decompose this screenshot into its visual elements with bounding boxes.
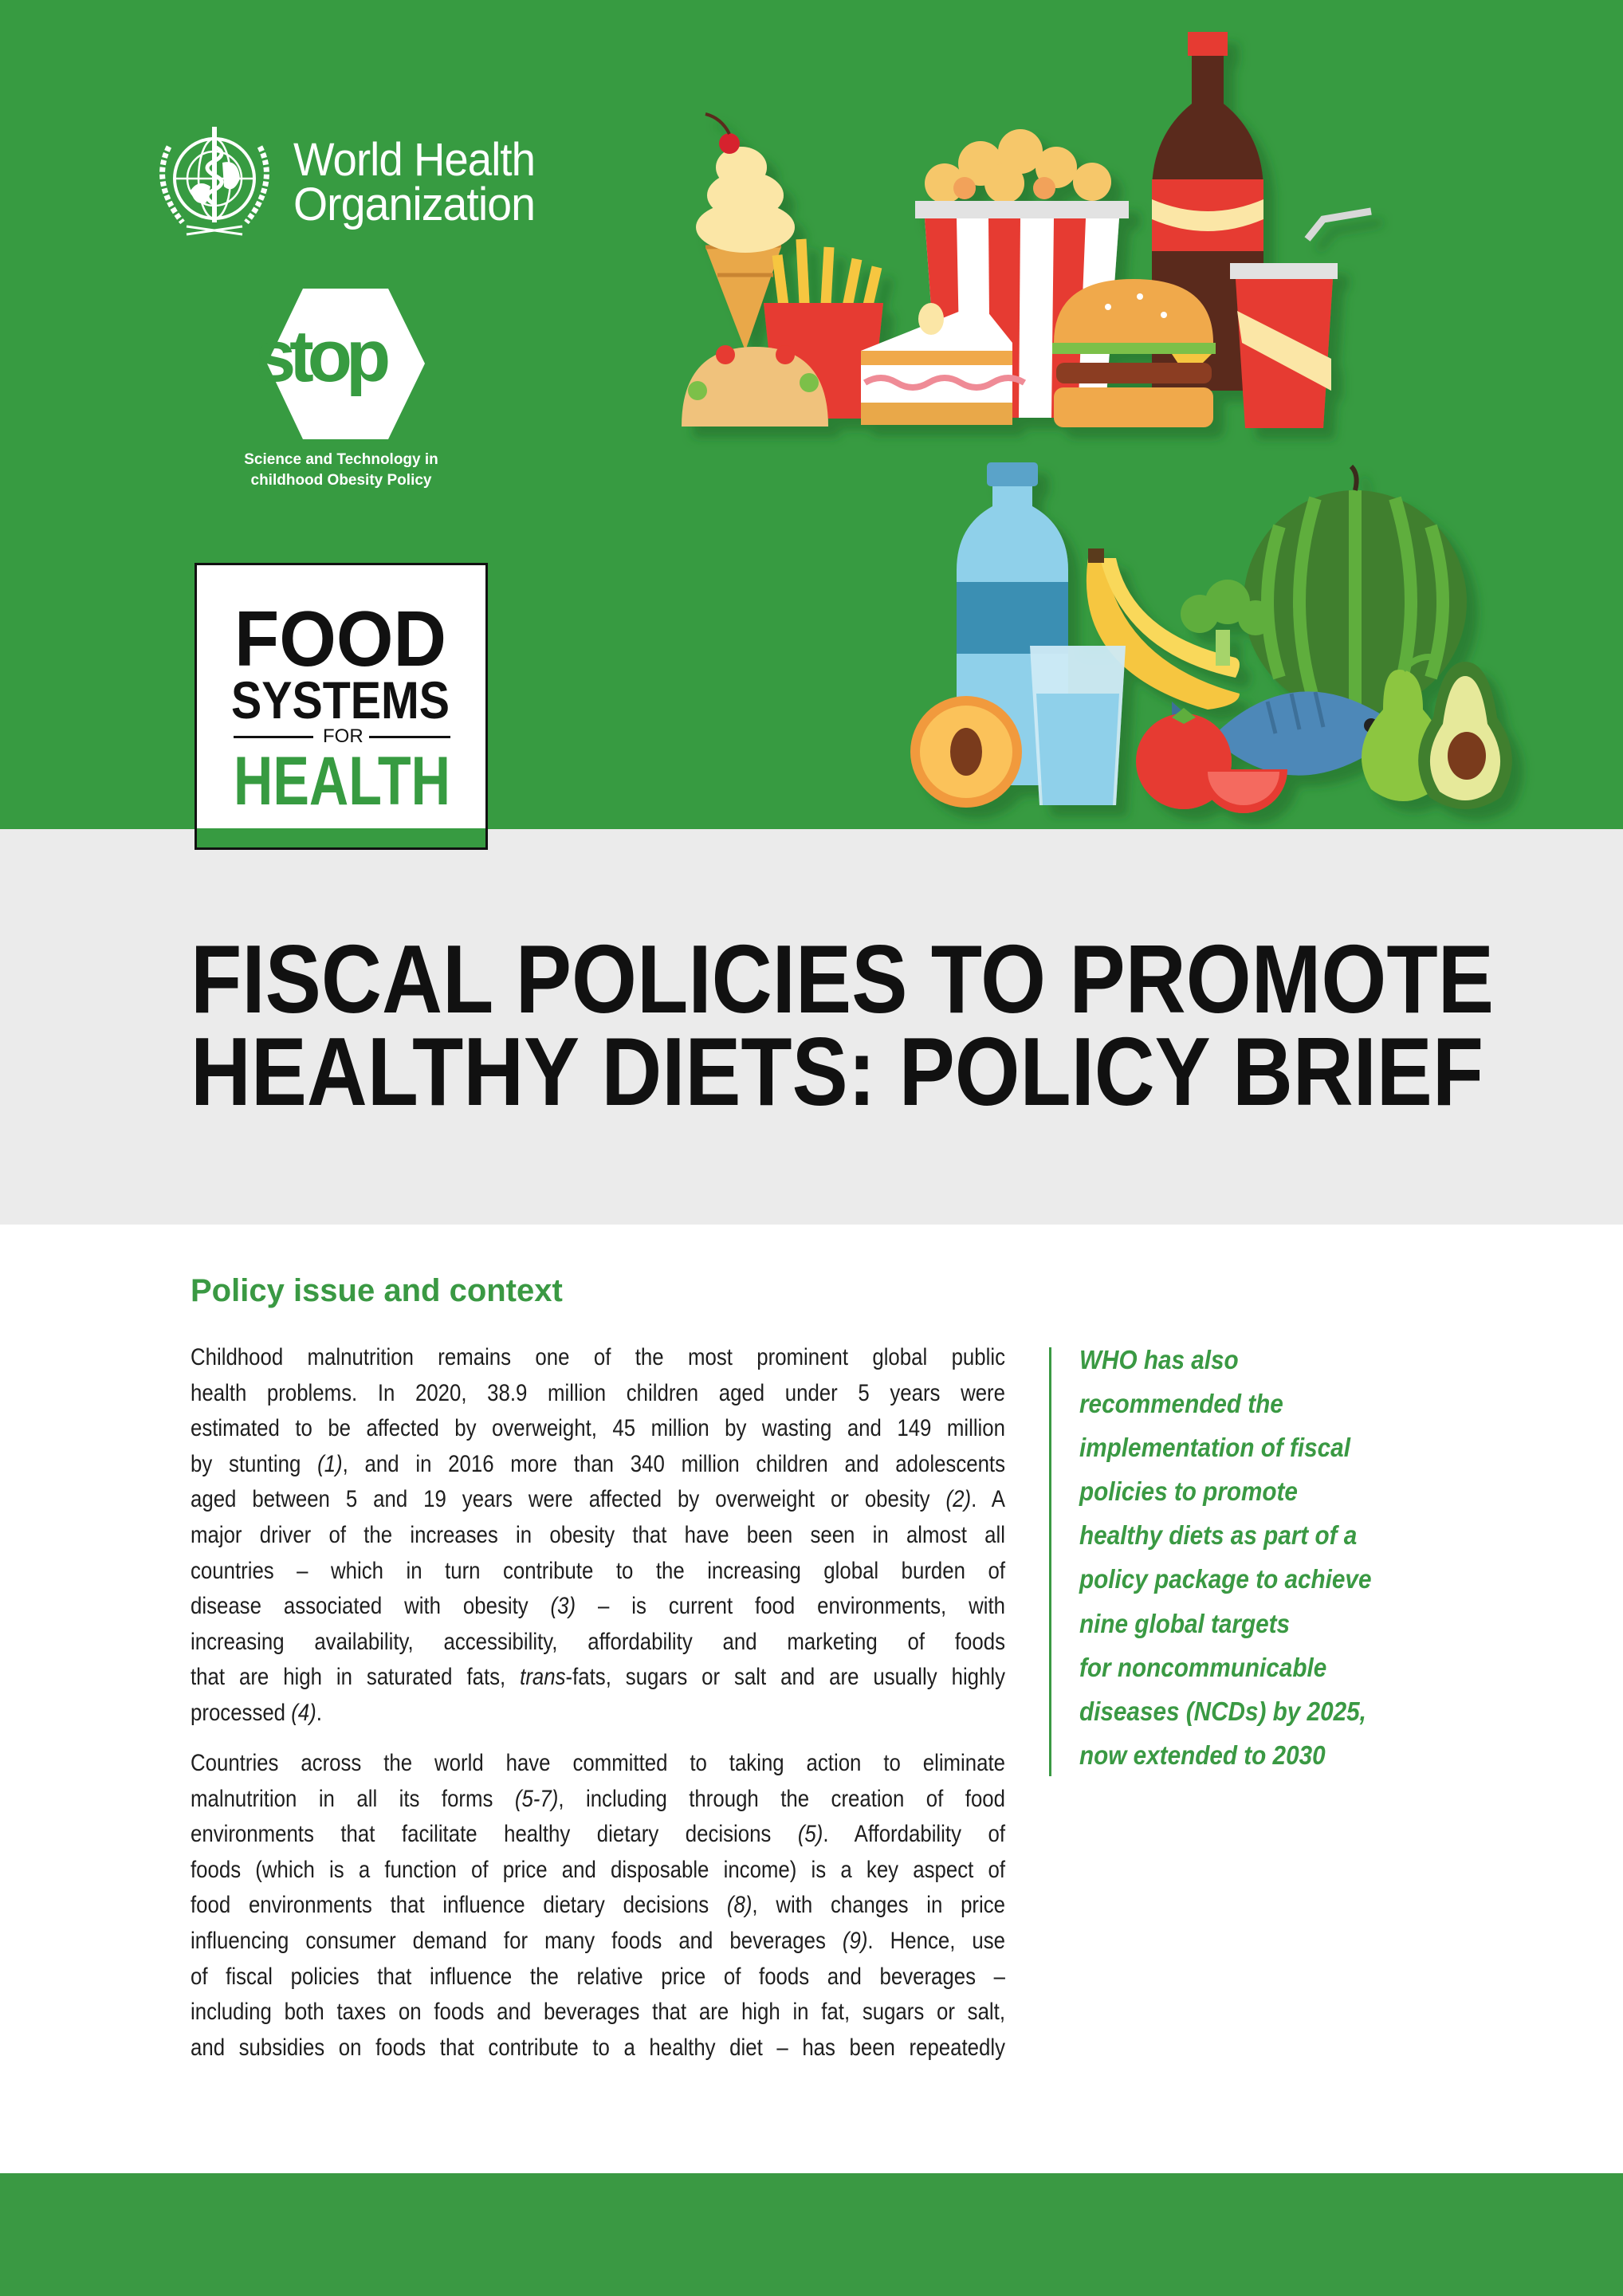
citation-text: (4) xyxy=(291,1699,316,1726)
body-text: major driver of the increases in obesity that have been seen in almost all xyxy=(191,1521,1006,1548)
pull-quote-line xyxy=(1079,1338,1404,1382)
body-text: . Affordability of xyxy=(823,1821,1006,1848)
pull-quote-line xyxy=(1079,1469,1404,1513)
pull-quote-line xyxy=(1079,1557,1404,1601)
pull-quote-text: nine global targets xyxy=(1079,1608,1291,1638)
body-text: foods (which is a function of price and disposable income) is a key aspect of xyxy=(191,1856,1006,1883)
stop-caption-line2: childhood Obesity Policy xyxy=(250,472,432,489)
body-line xyxy=(191,1376,1005,1412)
body-line xyxy=(191,1817,1005,1853)
body-text: of fiscal policies that influence the relative price of foods and beverages – xyxy=(191,1963,1006,1990)
body-line xyxy=(191,1924,1005,1960)
body-text: disease associated with obesity xyxy=(191,1593,551,1620)
pull-quote-text: for noncommunicable xyxy=(1079,1652,1327,1682)
body-line xyxy=(191,1782,1005,1818)
body-text: . Hence, use xyxy=(867,1927,1005,1954)
body-paragraph-1 xyxy=(191,1340,1005,1732)
citation-text: (1) xyxy=(317,1450,343,1477)
body-text: -fats, sugars or salt and are usually highly xyxy=(565,1664,1006,1691)
badge-strip xyxy=(197,828,485,847)
body-text: – is current food environments, with xyxy=(576,1593,1006,1620)
body-text: by stunting xyxy=(191,1450,318,1477)
stop-caption-line1: Science and Technology in xyxy=(244,451,438,468)
body-line xyxy=(191,1888,1005,1924)
peach-icon xyxy=(910,696,1022,808)
body-line xyxy=(191,1554,1005,1590)
pull-quote-text: now extended to 2030 xyxy=(1079,1740,1326,1770)
pull-quote-line xyxy=(1079,1689,1404,1733)
citation-text: (2) xyxy=(945,1486,972,1513)
avocado-icon xyxy=(1418,662,1512,809)
badge-systems: SYSTEMS xyxy=(231,670,450,729)
body-line xyxy=(191,1589,1005,1625)
citation-text: (8) xyxy=(726,1892,753,1919)
title-line2: HEALTHY DIETS: POLICY BRIEF xyxy=(191,1017,1483,1126)
pull-quote xyxy=(1079,1338,1404,1777)
pull-quote-line xyxy=(1079,1733,1404,1777)
badge-food: FOOD xyxy=(234,595,446,682)
body-text: . xyxy=(316,1699,322,1726)
body-text: that are high in saturated fats, xyxy=(191,1664,521,1691)
body-text: estimated to be affected by overweight, 45 million by wasting and 149 million xyxy=(191,1415,1005,1442)
who-name-line2: Organization xyxy=(293,179,535,230)
badge-health: HEALTH xyxy=(234,743,450,820)
body-text: , and in 2016 more than 340 million children and adolescents xyxy=(342,1450,1006,1477)
badge-for: FOR xyxy=(323,725,364,747)
body-text: . A xyxy=(971,1486,1006,1513)
pull-quote-text: healthy diets as part of a xyxy=(1079,1520,1358,1551)
citation-text: (9) xyxy=(842,1927,868,1954)
body-line xyxy=(191,1696,1005,1732)
pull-quote-line xyxy=(1079,1382,1404,1425)
body-text: health problems. In 2020, 38.9 million children aged under 5 years were xyxy=(191,1379,1005,1406)
burger-icon xyxy=(1052,279,1216,427)
section-heading: Policy issue and context xyxy=(191,1273,563,1308)
body-line xyxy=(191,1960,1005,1995)
body-paragraph-2 xyxy=(191,1746,1005,2066)
body-text: food environments that influence dietary decisions xyxy=(191,1892,727,1919)
body-line xyxy=(191,1482,1005,1518)
body-line xyxy=(191,1447,1005,1483)
pull-quote-rule xyxy=(1049,1347,1051,1776)
who-name-line1: World Health xyxy=(293,134,535,186)
body-line xyxy=(191,1660,1005,1696)
body-text: processed xyxy=(191,1699,292,1726)
body-text: environments that facilitate healthy dietary decisions xyxy=(191,1821,798,1848)
title-line1: FISCAL POLICIES TO PROMOTE xyxy=(191,925,1494,1033)
stop-wordmark: stop xyxy=(255,316,385,397)
pull-quote-text: diseases (NCDs) by 2025, xyxy=(1079,1696,1366,1726)
body-text: Countries across the world have committed to taking action to eliminate xyxy=(191,1750,1006,1776)
pull-quote-text: policies to promote xyxy=(1079,1476,1298,1507)
food-illustration xyxy=(0,0,1623,829)
body-line xyxy=(191,1995,1005,2031)
body-text: malnutrition in all its forms xyxy=(191,1785,515,1812)
body-line xyxy=(191,1853,1005,1889)
body-text: countries – which in turn contribute to the increasing global burden of xyxy=(191,1557,1006,1584)
citation-text: trans xyxy=(520,1664,566,1691)
body-text: , including through the creation of food xyxy=(558,1785,1006,1812)
body-line xyxy=(191,1518,1005,1554)
pull-quote-text: recommended the xyxy=(1079,1389,1283,1419)
watermelon-icon xyxy=(1244,466,1467,714)
citation-text: (3) xyxy=(550,1593,576,1620)
pull-quote-line xyxy=(1079,1602,1404,1645)
body-line xyxy=(191,1625,1005,1661)
body-text: influencing consumer demand for many foods and beverages xyxy=(191,1927,843,1954)
citation-text: (5) xyxy=(797,1821,823,1848)
pull-quote-line xyxy=(1079,1645,1404,1689)
pull-quote-line xyxy=(1079,1425,1404,1469)
pull-quote-text: policy package to achieve xyxy=(1079,1564,1372,1594)
body-line xyxy=(191,1746,1005,1782)
body-text: Childhood malnutrition remains one of the most prominent global public xyxy=(191,1344,1006,1370)
water-glass-icon xyxy=(1030,646,1126,805)
citation-text: (5-7) xyxy=(514,1785,559,1812)
pull-quote-text: WHO has also xyxy=(1079,1345,1239,1374)
body-text: increasing availability, accessibility, affordability and marketing of foods xyxy=(191,1628,1006,1655)
body-line xyxy=(191,1411,1005,1447)
pull-quote-line xyxy=(1079,1513,1404,1557)
body-text: and subsidies on foods that contribute to a healthy diet – has been repeatedly xyxy=(191,2034,1006,2061)
body-text: including both taxes on foods and beverages that are high in fat, sugars or salt, xyxy=(191,1999,1006,2026)
body-line xyxy=(191,1340,1005,1376)
body-text: aged between 5 and 19 years were affected by overweight or obesity xyxy=(191,1486,946,1513)
pull-quote-text: implementation of fiscal xyxy=(1079,1433,1350,1463)
body-line xyxy=(191,2031,1005,2066)
footer-bar xyxy=(0,2173,1623,2296)
body-text: , with changes in price xyxy=(752,1892,1006,1919)
